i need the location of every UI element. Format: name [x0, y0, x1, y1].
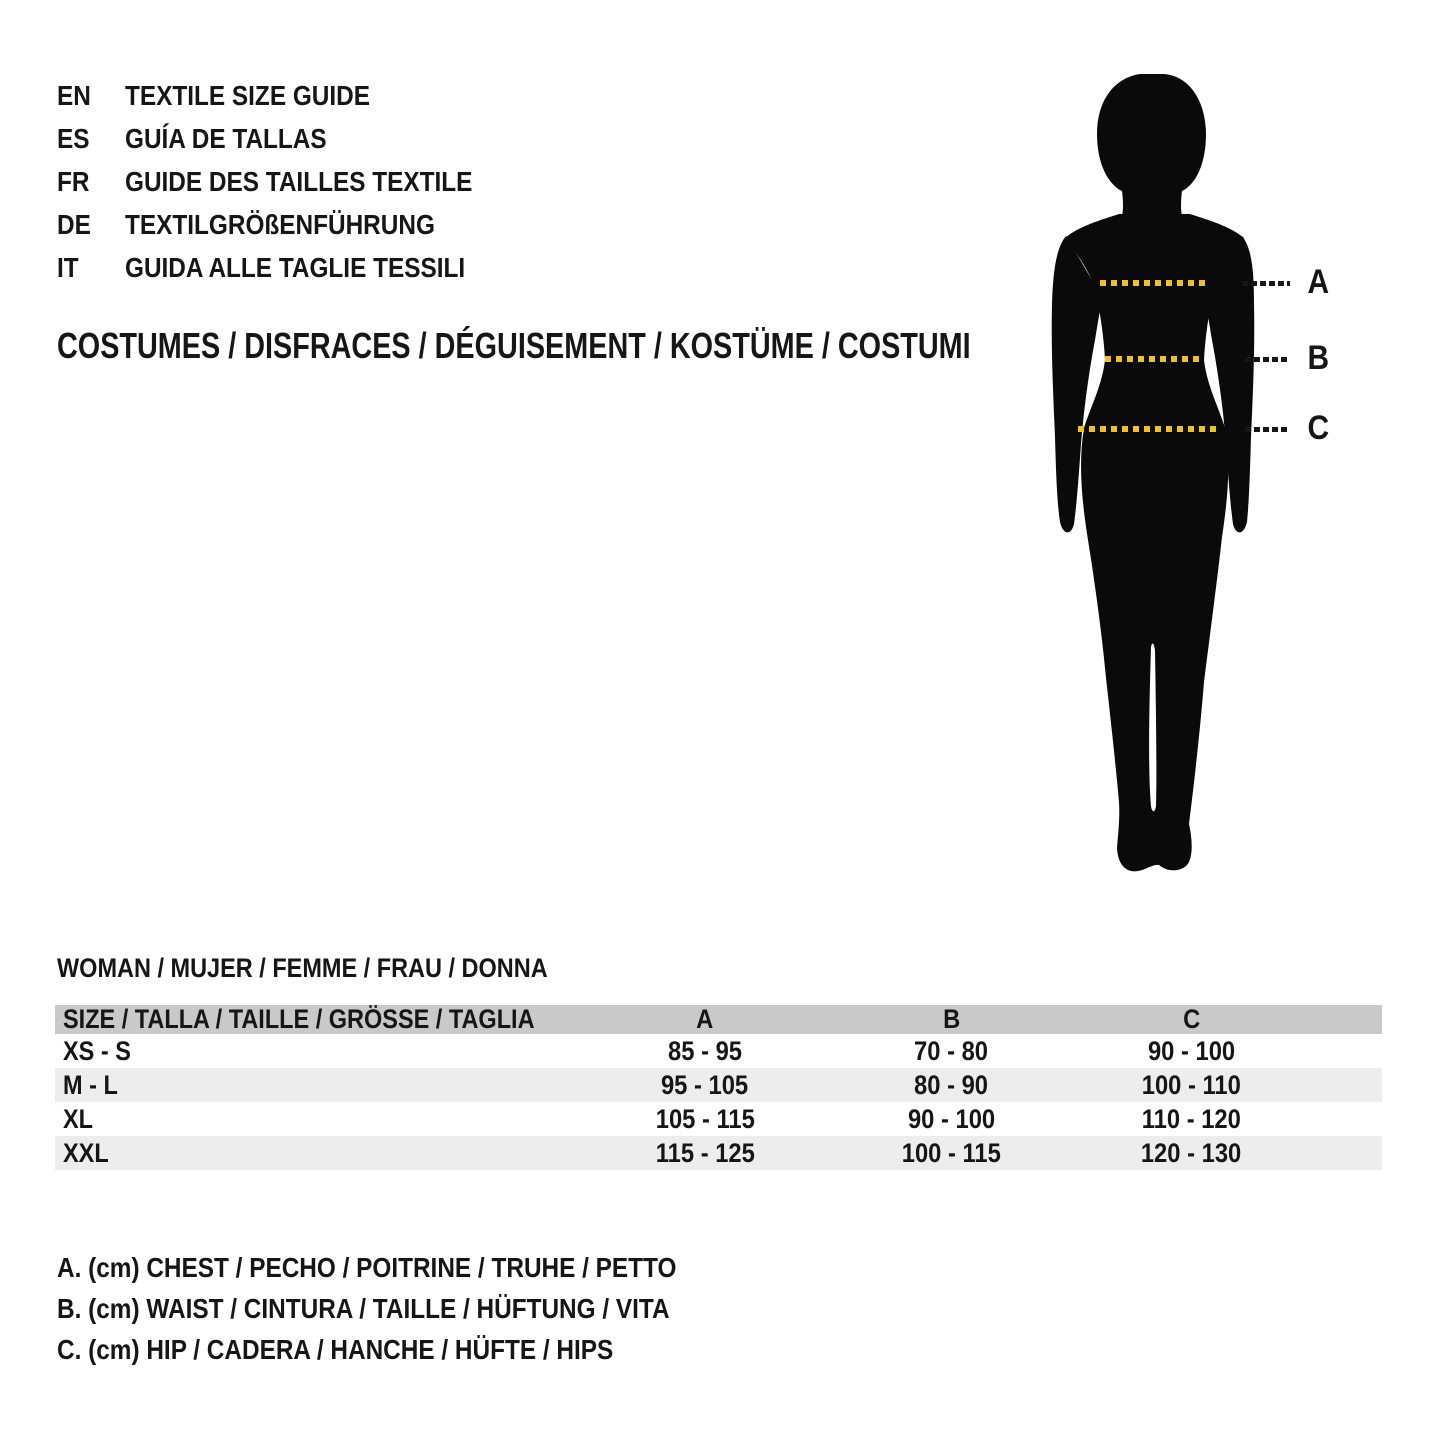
guide-title: GUÍA DE TALLAS: [125, 122, 327, 154]
language-code: ES: [57, 122, 90, 154]
table-row-m-l: [55, 1068, 1382, 1102]
size-cell: XXL: [63, 1137, 109, 1168]
measure-line-c: [1078, 426, 1220, 432]
value-cell-a: 95 - 105: [661, 1069, 749, 1100]
leader-line-a: [1242, 281, 1290, 286]
category-heading: COSTUMES / DISFRACES / DÉGUISEMENT / KOSTÜME / COSTUMI: [57, 325, 971, 366]
legend-item-waist: B. (cm) WAIST / CINTURA / TAILLE / HÜFTUNG / VITA: [57, 1292, 670, 1324]
value-cell-c: 100 - 110: [1141, 1069, 1242, 1100]
table-row-xl: [55, 1102, 1382, 1136]
value-cell-b: 80 - 90: [914, 1069, 989, 1100]
leader-line-b: [1245, 357, 1290, 362]
value-cell-c: 120 - 130: [1141, 1137, 1242, 1168]
size-cell: M - L: [63, 1069, 118, 1100]
marker-label-b: B: [1307, 339, 1329, 377]
section-label-woman: WOMAN / MUJER / FEMME / FRAU / DONNA: [57, 953, 548, 983]
language-row-en: [57, 74, 524, 117]
size-cell: XL: [63, 1103, 94, 1134]
value-cell-b: 100 - 115: [901, 1137, 1002, 1168]
language-row-it: [57, 246, 524, 289]
value-cell-a: 105 - 115: [655, 1103, 755, 1134]
size-cell: XS - S: [63, 1035, 131, 1066]
value-cell-b: 90 - 100: [907, 1103, 996, 1134]
language-row-de: [57, 203, 524, 246]
woman-silhouette: [1005, 72, 1305, 882]
legend-item-hip: C. (cm) HIP / CADERA / HANCHE / HÜFTE / HIPS: [57, 1333, 614, 1365]
size-table: [55, 1005, 1382, 1170]
column-header-b: B: [942, 1004, 961, 1034]
table-row-xs-s: [55, 1034, 1382, 1068]
language-code: DE: [57, 208, 91, 240]
leader-line-c: [1245, 427, 1287, 432]
value-cell-b: 70 - 80: [914, 1035, 989, 1066]
legend-item-chest: A. (cm) CHEST / PECHO / POITRINE / TRUHE / PETTO: [57, 1251, 677, 1283]
language-code: IT: [57, 251, 79, 283]
guide-title: GUIDE DES TAILLES TEXTILE: [125, 165, 473, 197]
silhouette-head: [1097, 74, 1206, 224]
language-row-es: [57, 117, 524, 160]
column-header-a: A: [696, 1004, 714, 1034]
table-row-xxl: [55, 1136, 1382, 1170]
language-row-fr: [57, 160, 524, 203]
value-cell-a: 85 - 95: [668, 1035, 742, 1066]
language-code: FR: [57, 165, 90, 197]
language-code: EN: [57, 79, 91, 111]
size-table-header-row: [55, 1005, 1382, 1034]
size-column-header: SIZE / TALLA / TAILLE / GRÖSSE / TAGLIA: [63, 1004, 535, 1034]
value-cell-a: 115 - 125: [655, 1137, 755, 1168]
guide-title: TEXTILGRÖßENFÜHRUNG: [125, 208, 435, 240]
value-cell-c: 90 - 100: [1147, 1035, 1236, 1066]
column-header-c: C: [1182, 1004, 1201, 1034]
measure-line-b: [1105, 356, 1203, 362]
language-guide-list: [57, 74, 524, 289]
guide-title: TEXTILE SIZE GUIDE: [125, 79, 370, 111]
marker-label-c: C: [1307, 409, 1329, 447]
guide-title: GUIDA ALLE TAGLIE TESSILI: [125, 251, 466, 283]
measure-line-a: [1100, 280, 1210, 286]
measurement-legend: [57, 1247, 769, 1370]
value-cell-c: 110 - 120: [1141, 1103, 1242, 1134]
marker-label-a: A: [1307, 263, 1329, 301]
